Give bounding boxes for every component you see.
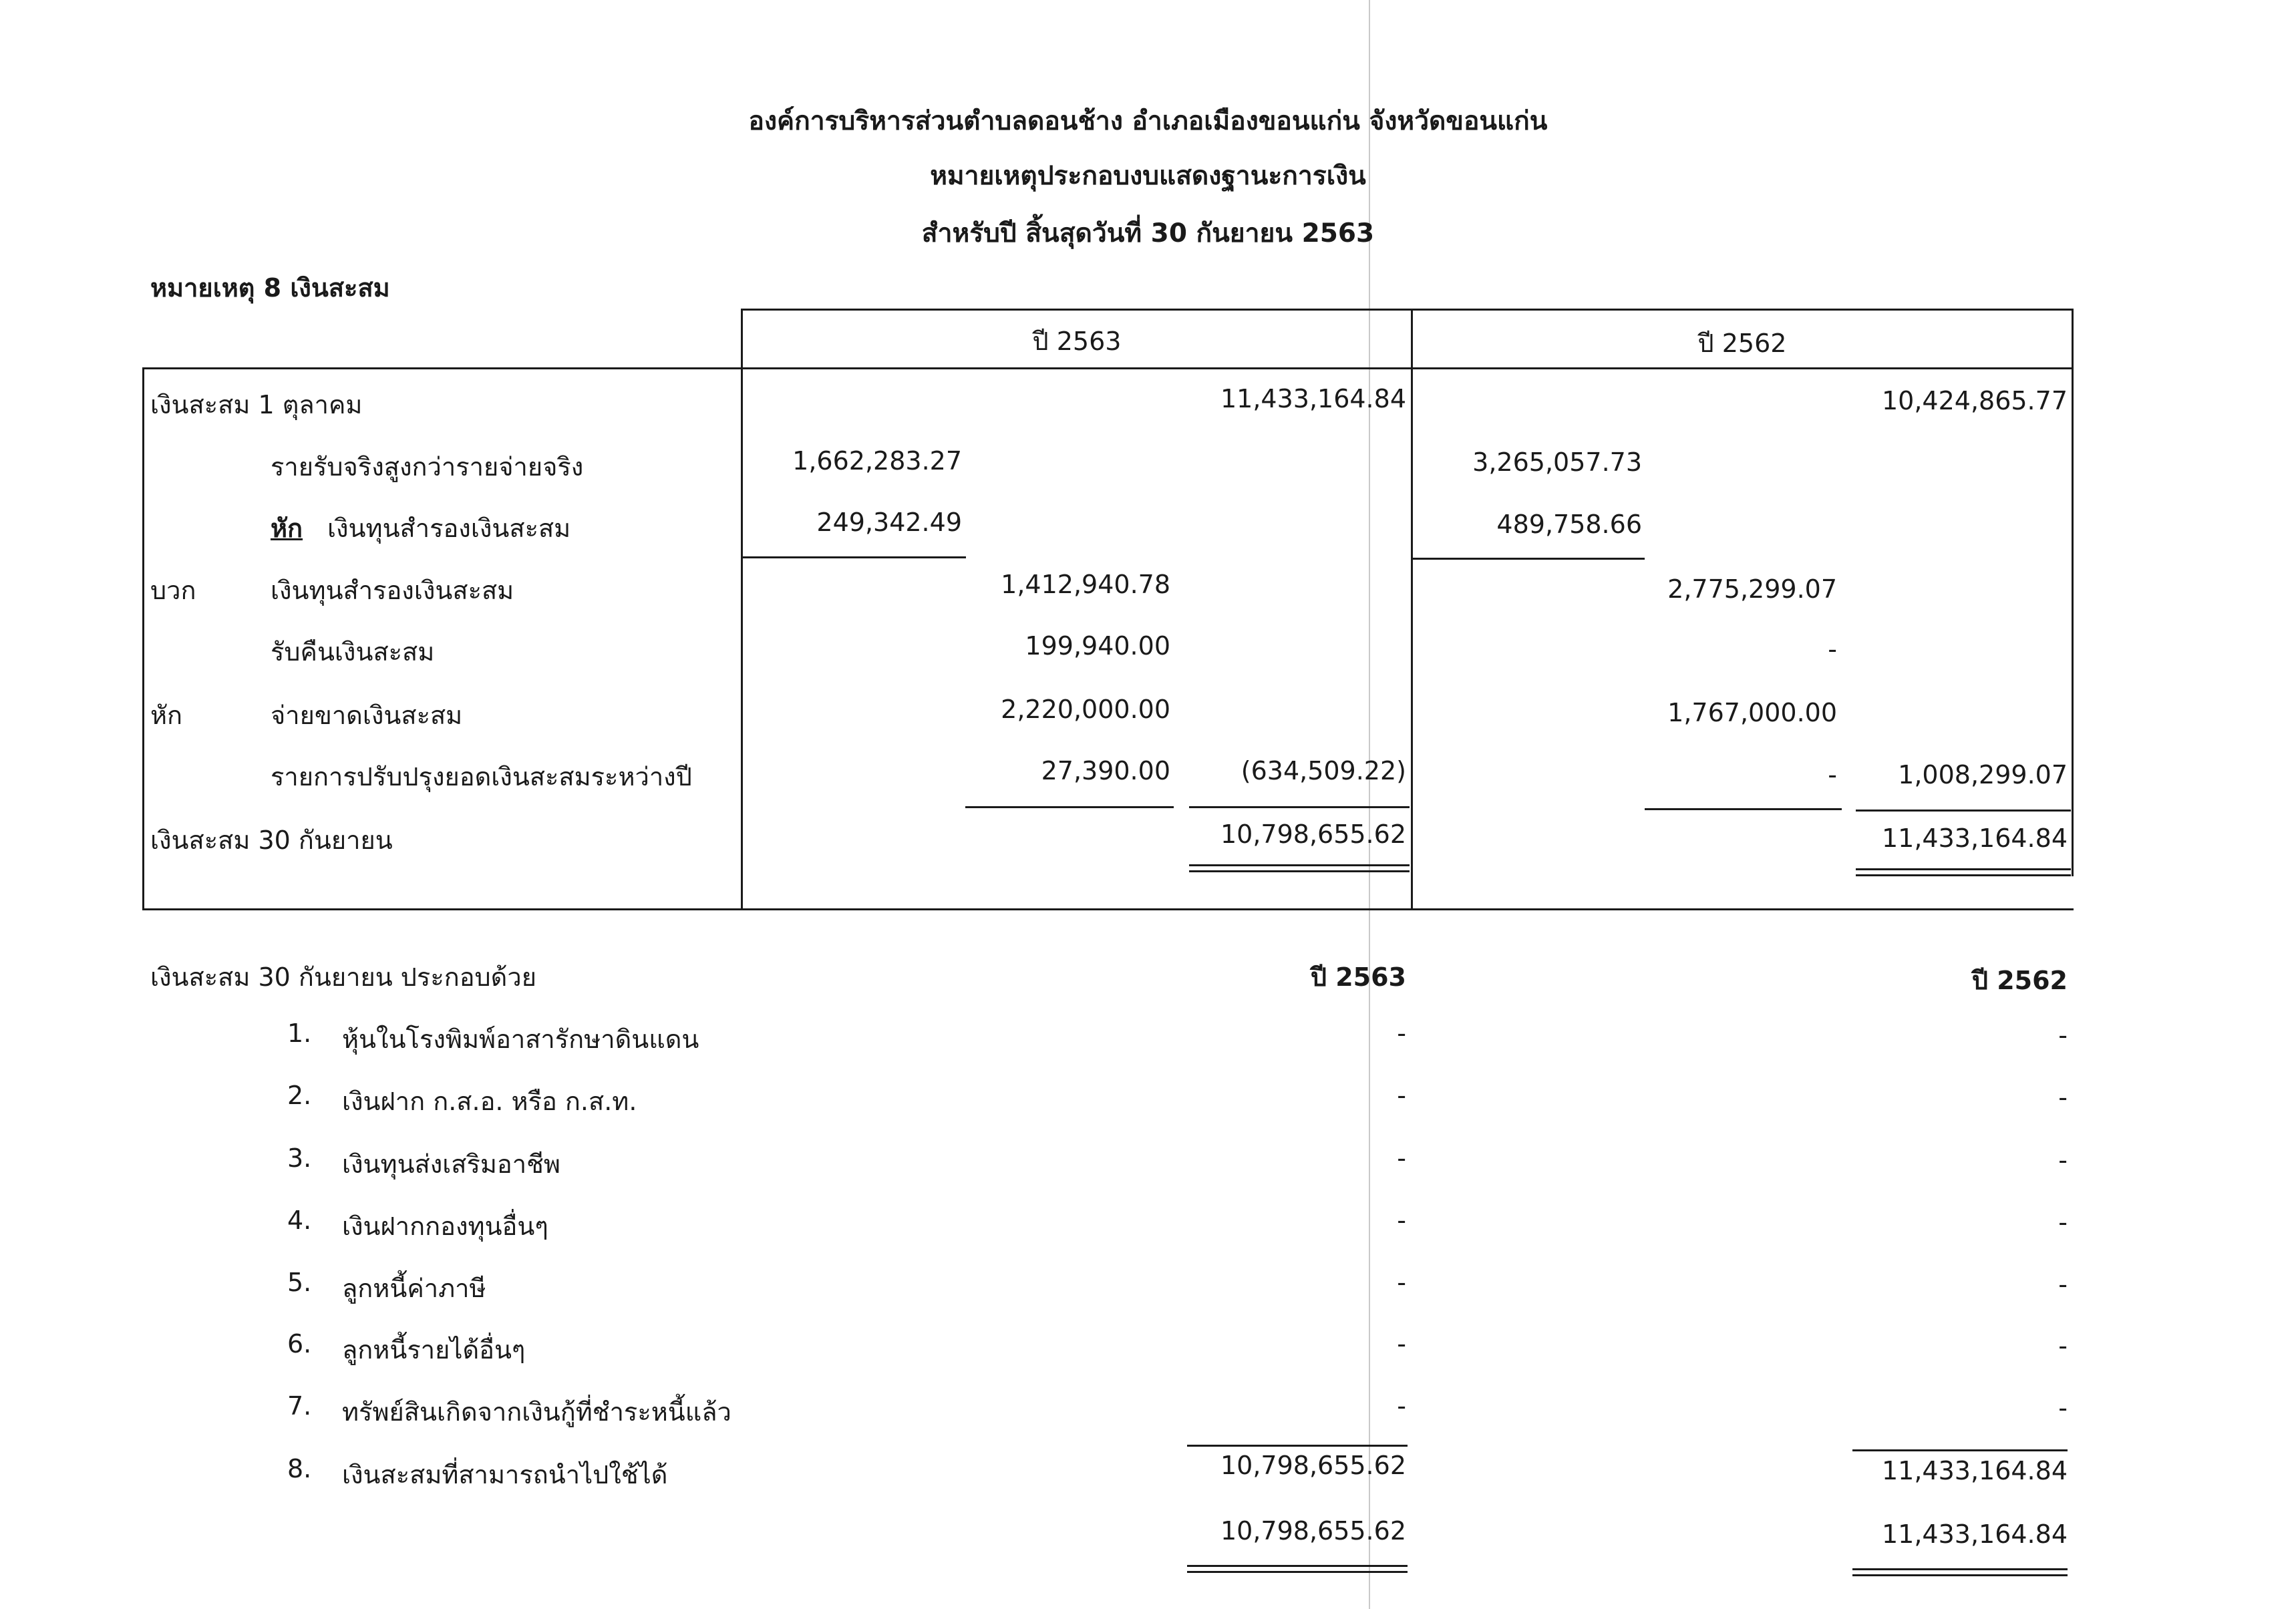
breakdown-item-2562: - (2058, 1270, 2068, 1299)
row-add-reserve-label: เงินทุนสำรองเงินสะสม (271, 576, 514, 605)
breakdown-item-2562: 11,433,164.84 (1881, 1456, 2068, 1485)
breakdown-item-label: ลูกหนี้ค่าภาษี (342, 1274, 486, 1303)
total-double-2-2562 (1852, 1574, 2068, 1576)
col-divider-right (2072, 309, 2074, 876)
breakdown-item-2563: - (1397, 1019, 1406, 1048)
adjust-underline-2562 (1645, 808, 1842, 810)
header-bottom-border (142, 367, 2074, 369)
row-opening-2562: 10,424,865.77 (1881, 386, 2068, 415)
row-income-label: รายรับจริงสูงกว่ารายจ่ายจริง (271, 452, 584, 482)
breakdown-col-2562: ปี 2562 (1971, 966, 2068, 995)
breakdown-item-label: ลูกหนี้รายได้อื่นๆ (342, 1335, 526, 1365)
row-closing-label: เงินสะสม 30 กันยายน (150, 826, 393, 855)
breakdown-total-2563: 10,798,655.62 (1220, 1516, 1406, 1546)
row-add-prefix: บวก (150, 576, 196, 605)
breakdown-item-2563: - (1397, 1143, 1406, 1173)
row-refund-2563: 199,940.00 (1025, 631, 1170, 661)
statement-title: หมายเหตุประกอบงบแสดงฐานะการเงิน (930, 161, 1366, 191)
breakdown-item-label: ทรัพย์สินเกิดจากเงินกู้ที่ชำระหนี้แล้ว (342, 1397, 731, 1427)
org-header: องค์การบริหารส่วนตำบลดอนช้าง อำเภอเมืองขอนแก่น จังหวัดขอนแก่น (748, 106, 1548, 136)
col-header-2563: ปี 2563 (1032, 327, 1122, 356)
row-income-2562: 3,265,057.73 (1472, 448, 1642, 477)
breakdown-item-2562: - (2058, 1083, 2068, 1112)
row-refund-label: รับคืนเงินสะสม (271, 637, 435, 667)
subtotal-underline-2562 (1411, 558, 1645, 560)
breakdown-col-2563: ปี 2563 (1310, 962, 1406, 992)
row-less-reserve-label: เงินทุนสำรองเงินสะสม (327, 514, 571, 543)
row-less-reserve-prefix: หัก (271, 514, 303, 543)
breakdown-item-2563: - (1397, 1268, 1406, 1297)
breakdown-item-label: เงินสะสมที่สามารถนำไปใช้ได้ (342, 1460, 668, 1489)
statement-period: สำหรับปี สิ้นสุดวันที่ 30 กันยายน 2563 (921, 218, 1375, 248)
total-double-2-2563 (1187, 1571, 1408, 1573)
breakdown-item-number: 8. (287, 1454, 312, 1483)
row-adjust-total-2563: (634,509.22) (1241, 756, 1406, 785)
breakdown-item-2563: 10,798,655.62 (1220, 1451, 1406, 1480)
row-refund-2562: - (1828, 635, 1837, 664)
row-closing-2563: 10,798,655.62 (1220, 820, 1406, 849)
closing-double-1-2562 (1856, 868, 2071, 870)
row-pay-prefix: หัก (150, 701, 183, 730)
item8-underline-2562 (1852, 1449, 2068, 1451)
row-pay-label: จ่ายขาดเงินสะสม (271, 701, 463, 730)
breakdown-item-number: 1. (287, 1019, 312, 1048)
breakdown-item-2562: - (2058, 1021, 2068, 1050)
breakdown-item-number: 7. (287, 1391, 312, 1421)
breakdown-total-2562: 11,433,164.84 (1881, 1519, 2068, 1549)
breakdown-item-2563: - (1397, 1329, 1406, 1359)
row-adjust-2562: - (1828, 760, 1837, 789)
row-opening-2563: 11,433,164.84 (1220, 384, 1406, 413)
breakdown-item-2562: - (2058, 1145, 2068, 1175)
breakdown-item-2562: - (2058, 1331, 2068, 1361)
header-top-border (741, 309, 2074, 311)
col-header-2562: ปี 2562 (1697, 329, 1787, 358)
closing-double-2-2563 (1189, 870, 1410, 872)
breakdown-item-label: เงินฝากกองทุนอื่นๆ (342, 1212, 548, 1241)
row-less-reserve-2563: 249,342.49 (816, 508, 962, 537)
row-adjust-2563: 27,390.00 (1041, 756, 1170, 785)
breakdown-item-number: 2. (287, 1081, 312, 1110)
table-bottom-border (142, 908, 2074, 910)
breakdown-item-number: 3. (287, 1143, 312, 1173)
row-adjust-label: รายการปรับปรุงยอดเงินสะสมระหว่างปี (271, 762, 692, 791)
row-opening-label: เงินสะสม 1 ตุลาคม (150, 390, 363, 419)
item8-underline-2563 (1187, 1445, 1408, 1447)
row-income-2563: 1,662,283.27 (792, 446, 962, 476)
breakdown-item-number: 6. (287, 1329, 312, 1359)
breakdown-item-label: เงินทุนส่งเสริมอาชีพ (342, 1149, 560, 1179)
row-add-reserve-2563: 1,412,940.78 (1001, 570, 1170, 599)
adjust-total-underline-2563 (1189, 806, 1410, 808)
table-left-border (142, 367, 144, 910)
breakdown-item-2563: - (1397, 1391, 1406, 1421)
breakdown-item-2562: - (2058, 1208, 2068, 1237)
breakdown-item-2563: - (1397, 1081, 1406, 1110)
closing-double-1-2563 (1189, 864, 1410, 866)
total-double-1-2562 (1852, 1568, 2068, 1570)
adjust-total-underline-2562 (1856, 810, 2071, 812)
breakdown-item-number: 5. (287, 1268, 312, 1297)
row-pay-2562: 1,767,000.00 (1667, 698, 1837, 727)
closing-double-2-2562 (1856, 874, 2071, 876)
subtotal-underline-2563 (741, 556, 966, 558)
breakdown-title: เงินสะสม 30 กันยายน ประกอบด้วย (150, 962, 536, 992)
row-adjust-total-2562: 1,008,299.07 (1898, 760, 2068, 789)
breakdown-item-2562: - (2058, 1393, 2068, 1423)
col-divider-mid (1411, 309, 1413, 910)
breakdown-item-label: เงินฝาก ก.ส.อ. หรือ ก.ส.ท. (342, 1087, 637, 1116)
row-add-reserve-2562: 2,775,299.07 (1667, 574, 1837, 604)
row-less-reserve-2562: 489,758.66 (1496, 510, 1642, 539)
breakdown-item-number: 4. (287, 1206, 312, 1235)
adjust-underline-2563 (965, 806, 1174, 808)
col-divider-left (741, 309, 743, 910)
row-pay-2563: 2,220,000.00 (1001, 695, 1170, 724)
breakdown-item-2563: - (1397, 1206, 1406, 1235)
breakdown-item-label: หุ้นในโรงพิมพ์อาสารักษาดินแดน (342, 1025, 699, 1054)
total-double-1-2563 (1187, 1565, 1408, 1567)
row-closing-2562: 11,433,164.84 (1881, 824, 2068, 853)
note-title: หมายเหตุ 8 เงินสะสม (150, 273, 390, 303)
